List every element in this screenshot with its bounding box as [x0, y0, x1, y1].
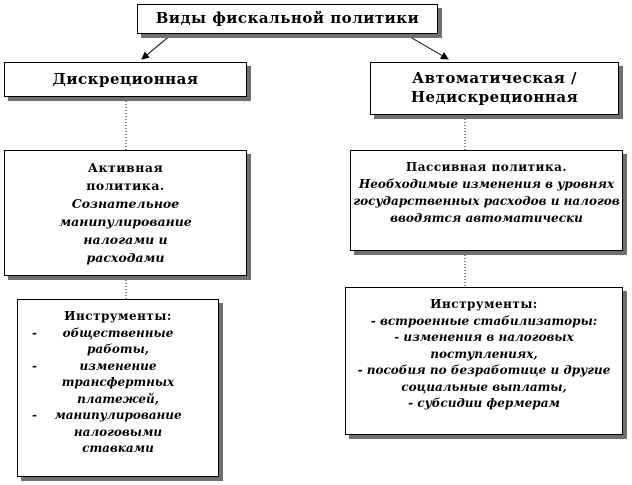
- arrow-root-to-automatic: [405, 34, 448, 59]
- tool-dash: -: [32, 408, 37, 422]
- automatic-tools-title: Инструменты:: [430, 297, 538, 311]
- tool-row: [18, 424, 218, 441]
- root-box: [137, 4, 438, 34]
- tool-text: трансфертных: [61, 375, 175, 389]
- tool-row: [18, 391, 218, 408]
- automatic-title-line: Автоматическая /: [411, 69, 578, 87]
- tool-text: работы,: [87, 342, 149, 356]
- tool-text: манипулирование: [54, 408, 182, 422]
- discretionary-title: Дискреционная: [52, 70, 199, 88]
- tool-text: налоговыми: [73, 424, 163, 439]
- discretionary-tools-box: [17, 299, 219, 477]
- automatic-tool-line: поступлениях,: [430, 346, 538, 361]
- tool-row: [18, 325, 218, 342]
- tool-row: [18, 440, 218, 457]
- active-policy-text-line: налогами и: [83, 232, 168, 247]
- active-policy-text-line: Сознательное: [71, 196, 180, 211]
- active-policy-box: [4, 150, 247, 276]
- tool-dash: -: [32, 325, 37, 340]
- automatic-tool-line: - встроенные стабилизаторы:: [370, 313, 598, 328]
- automatic-tool-line: социальные выплаты,: [401, 379, 567, 394]
- active-policy-text-line: манипулирование: [59, 214, 192, 229]
- active-policy-text-line: расходами: [86, 250, 165, 265]
- passive-policy-title: Пассивная политика.: [405, 160, 568, 174]
- automatic-title-line: Недискреционная: [410, 88, 579, 106]
- passive-policy-text-line: вводятся автоматически: [390, 211, 583, 225]
- automatic-tools-box: [345, 287, 623, 435]
- tool-text: общественные: [62, 325, 174, 340]
- tool-text: изменение: [79, 358, 157, 373]
- passive-policy-text-line: Необходимые изменения в уровнях: [358, 177, 615, 191]
- root-title: Виды фискальной политики: [155, 9, 420, 27]
- tool-row: [18, 407, 218, 424]
- automatic-tool-line: - изменения в налоговых: [394, 330, 574, 344]
- tool-row: [18, 341, 218, 358]
- automatic-tool-line: - пособия по безработице и другие: [357, 363, 611, 377]
- active-policy-title-line: Активная: [87, 160, 164, 175]
- tool-row: [18, 374, 218, 391]
- tool-text: ставками: [82, 441, 154, 455]
- discretionary-tools-title: Инструменты:: [64, 309, 172, 323]
- passive-policy-box: [350, 150, 623, 251]
- tool-dash: -: [32, 358, 37, 373]
- tool-row: [18, 358, 218, 375]
- automatic-tool-line: - субсидии фермерам: [408, 396, 560, 410]
- automatic-box: [370, 62, 619, 115]
- tool-text: платежей,: [77, 391, 159, 406]
- active-policy-title-line: политика.: [86, 178, 165, 193]
- passive-policy-text-line: государственных расходов и налогов: [353, 194, 620, 208]
- discretionary-box: [4, 62, 247, 97]
- arrow-root-to-discretionary: [142, 34, 172, 59]
